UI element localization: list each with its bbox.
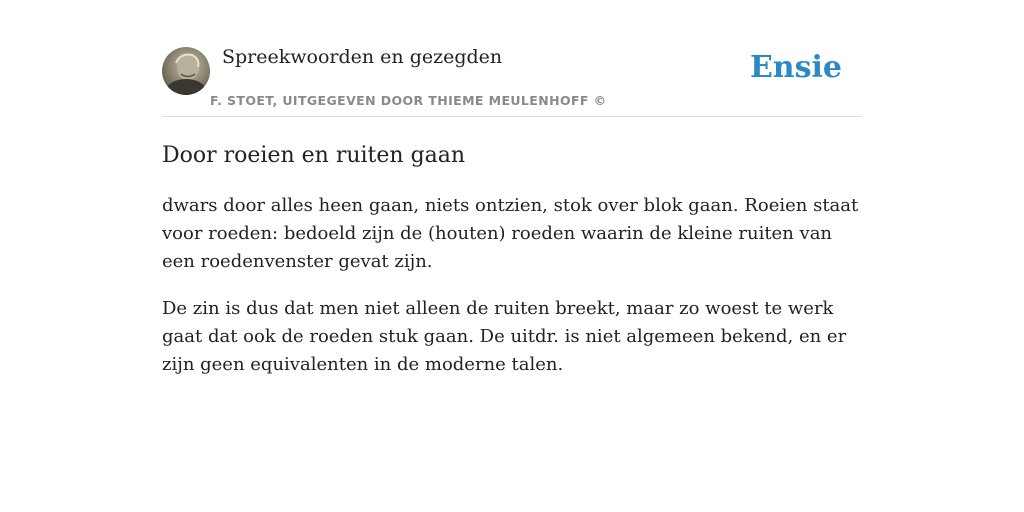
definition-paragraph: dwars door alles heen gaan, niets ontzien, stok over blok gaan. Roeien staat voor roeden: bedoeld zijn de (houten) roeden waarin de kleine ruiten van een roedenvenster gevat zijn. xyxy=(162,195,859,272)
author-portrait-icon[interactable] xyxy=(162,47,210,95)
source-credit: F. STOET, UITGEGEVEN DOOR THIEME MEULENHOFF © xyxy=(210,93,607,108)
entry-term: Door roeien en ruiten gaan xyxy=(162,143,466,168)
source-title[interactable]: Spreekwoorden en gezegden xyxy=(222,46,503,68)
definition-paragraph: De zin is dus dat men niet alleen de ruiten breekt, maar zo woest te werk gaat dat ook de roeden stuk gaan. De uitdr. is niet algemeen bekend, en er zijn geen equivalenten in de moderne talen. xyxy=(162,298,847,375)
source-header xyxy=(162,0,862,117)
ensie-logo[interactable]: Ensie xyxy=(749,50,842,85)
entry-card xyxy=(162,0,862,379)
